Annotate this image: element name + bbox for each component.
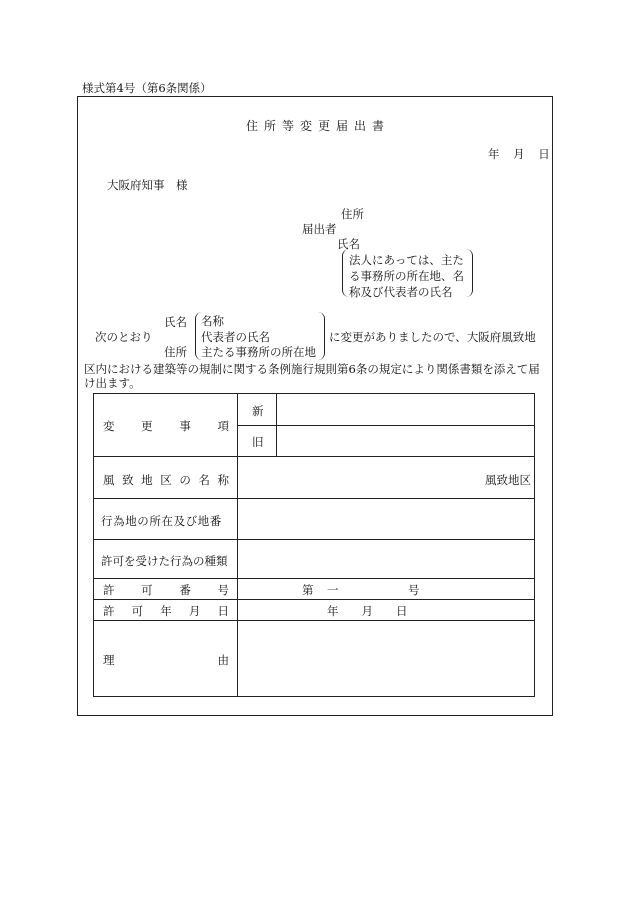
date-line: 年 月 日 [488,147,550,161]
old-detail-line: 主たる事務所の所在地 [201,345,316,359]
form-number: 様式第4号（第6条関係） [82,81,212,95]
body-text-line: 区内における建築等の規制に関する条例施行規則第6条の規定により関係書類を添えて届 [84,362,540,376]
location-label: 行為地の所在及び地番 [101,514,222,528]
notifier-address-label: 住所 [341,207,364,221]
notifier-label: 届出者 [302,222,337,236]
table-divider [237,425,535,426]
corporate-note-line: る事務所の所在地、名 [349,269,464,283]
old-label: 旧 [252,435,264,449]
table-divider [237,394,238,697]
permit-date-label: 許 可 年 月 日 [103,604,229,618]
table-divider [94,599,535,600]
permit-number-label: 許 可 番 号 [103,583,229,597]
permit-number-suffix: 号 [408,583,420,597]
change-items-label: 変 更 事 項 [103,419,229,433]
body-text-line: に変更がありましたので、大阪府風致地 [329,330,536,344]
details-table [93,393,535,697]
scenic-district-name-label: 風 致 地 区 の 名 称 [103,473,229,487]
new-label: 新 [252,404,264,418]
corporate-note-line: 称及び代表者の氏名 [349,285,453,299]
addressee: 大阪府知事 様 [107,178,188,192]
permitted-type-label: 許可を受けた行為の種類 [101,554,228,568]
next-label: 次のとおり [95,330,153,344]
scenic-district-suffix: 風致地区 [485,473,531,487]
table-divider [94,456,535,457]
old-detail-line: 代表者の氏名 [201,330,270,344]
old-detail-line: 名称 [201,314,224,328]
reason-label: 理 由 [103,653,229,667]
permit-number-prefix: 第 [302,583,314,597]
old-name-label: 氏名 [164,315,187,329]
notifier-name-label: 氏名 [337,237,360,251]
corporate-note-line: 法人にあっては、主た [349,253,464,267]
table-divider [94,578,535,579]
table-divider [94,620,535,621]
table-divider [94,498,535,499]
permit-date-value: 年 月 日 [327,604,408,618]
permit-number-dash: 一 [327,583,339,597]
table-divider [94,539,535,540]
body-text-line: け出ます。 [84,376,141,390]
old-address-label: 住所 [164,345,187,359]
document-title: 住所等変更届出書 [246,119,391,133]
